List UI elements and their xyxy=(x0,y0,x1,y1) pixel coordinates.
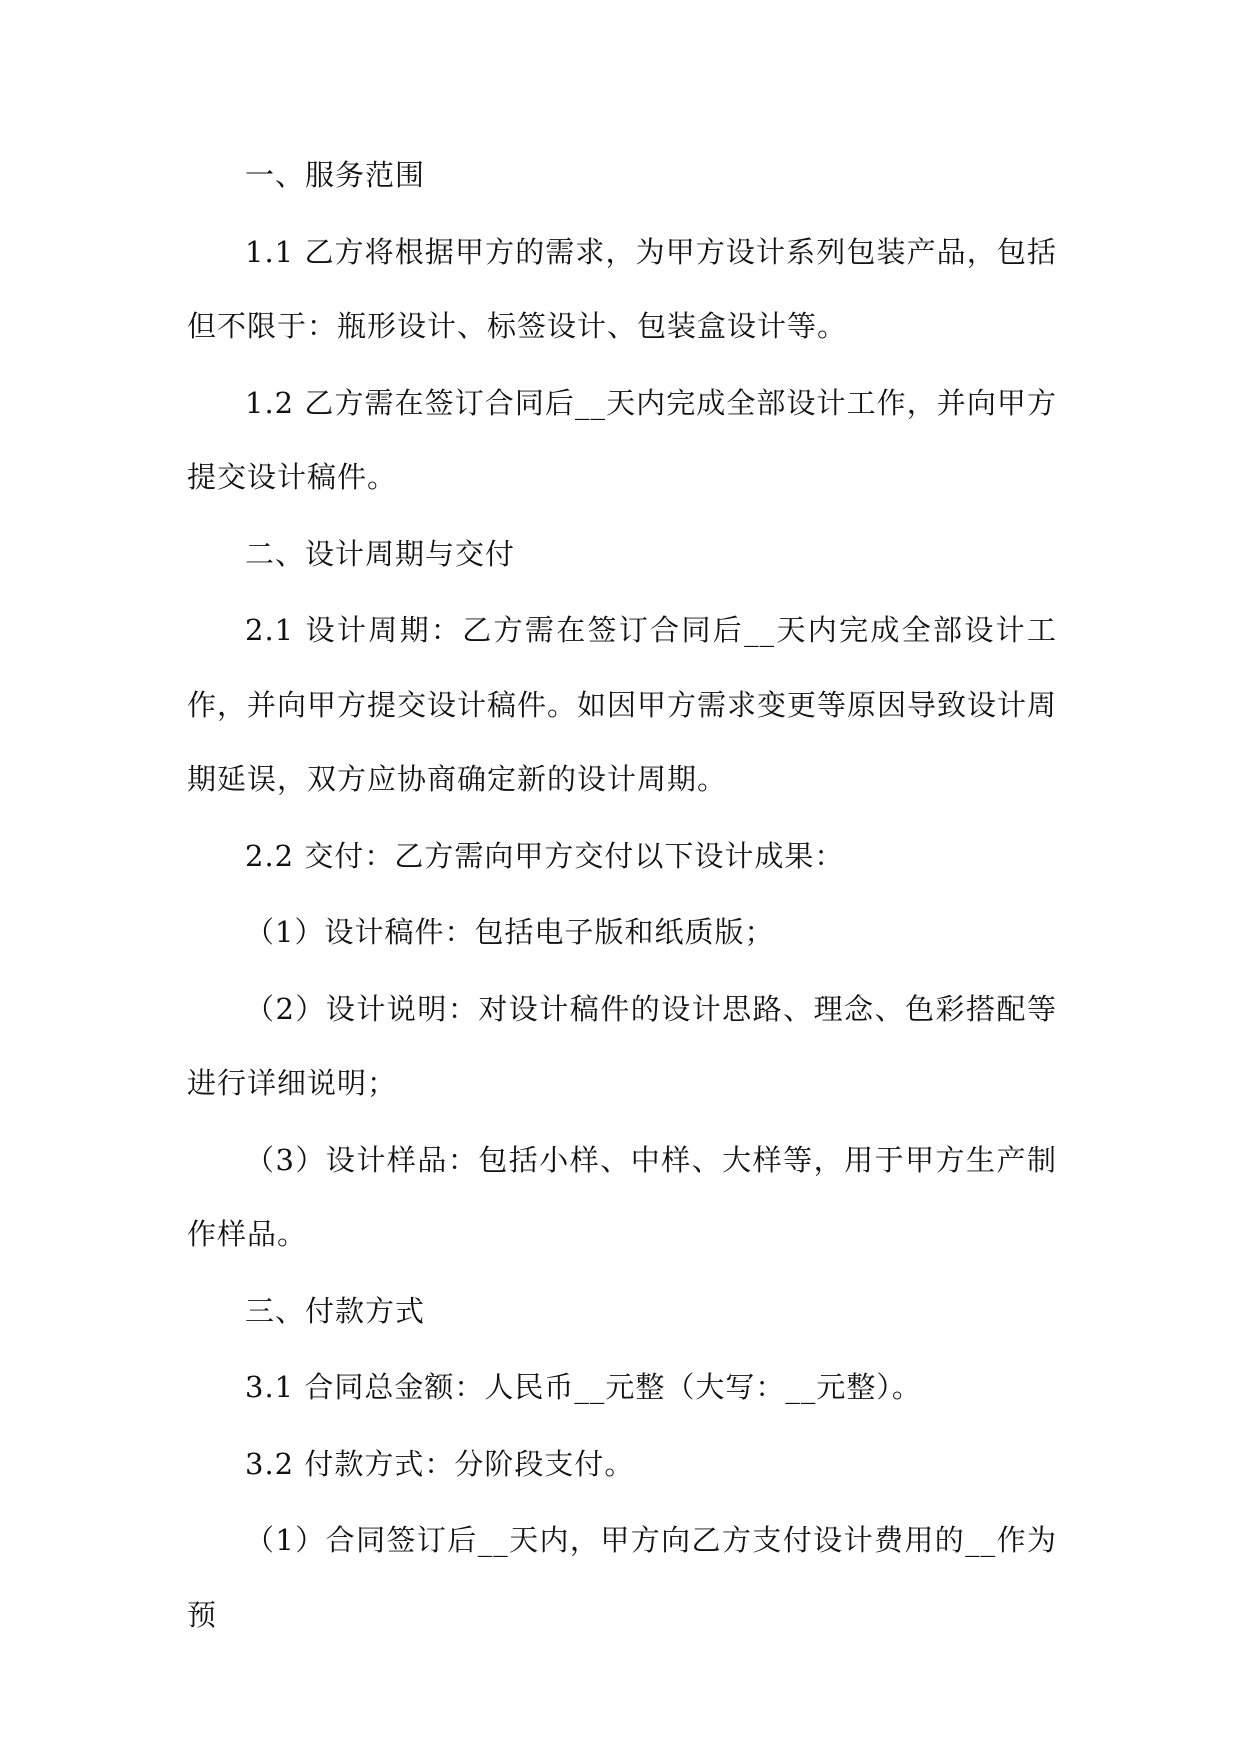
clause-2-2-item-3: （3）设计样品：包括小样、中样、大样等，用于甲方生产制作样品。 xyxy=(187,1142,1057,1251)
clause-3-2-item-1: （1）合同签订后__天内，甲方向乙方支付设计费用的__作为预 xyxy=(187,1523,1057,1632)
clause-2-2: 2.2 交付：乙方需向甲方交付以下设计成果： xyxy=(245,838,845,873)
section-heading-payment: 三、付款方式 xyxy=(245,1293,426,1328)
clause-1-2: 1.2 乙方需在签订合同后__天内完成全部设计工作，并向甲方提交设计稿件。 xyxy=(187,385,1057,494)
section-heading-service-scope: 一、服务范围 xyxy=(245,158,426,192)
clause-3-1: 3.1 合同总金额：人民币__元整（大写：__元整）。 xyxy=(245,1370,922,1404)
clause-1-1: 1.1 乙方将根据甲方的需求，为甲方设计系列包装产品，包括但不限于：瓶形设计、标签设计、包装盒设计等。 xyxy=(187,234,1057,343)
clause-3-2: 3.2 付款方式：分阶段支付。 xyxy=(245,1446,635,1481)
clause-2-2-item-1: （1）设计稿件：包括电子版和纸质版； xyxy=(245,915,775,949)
section-heading-design-period: 二、设计周期与交付 xyxy=(245,536,516,571)
clause-2-1: 2.1 设计周期：乙方需在签订合同后__天内完成全部设计工作，并向甲方提交设计稿件。如因甲方需求变更等原因导致设计周期延误，双方应协商确定新的设计周期。 xyxy=(187,613,1058,796)
document-body xyxy=(187,138,1057,1654)
clause-2-2-item-2: （2）设计说明：对设计稿件的设计思路、理念、色彩搭配等进行详细说明； xyxy=(187,991,1057,1100)
